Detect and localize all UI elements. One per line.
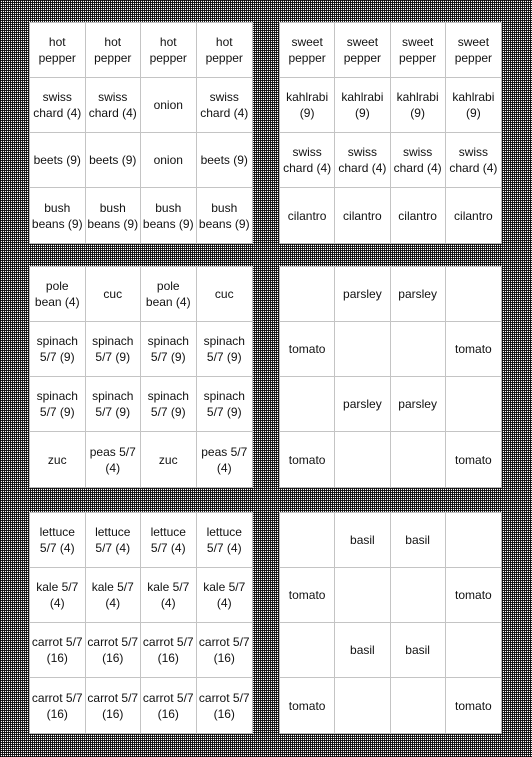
bed-cell bbox=[446, 623, 501, 678]
bed-cell: spinach 5/7 (9) bbox=[30, 377, 86, 432]
bed-cell: spinach 5/7 (9) bbox=[141, 377, 197, 432]
bed-cell: sweet pepper bbox=[280, 23, 335, 78]
bed-cell: lettuce 5/7 (4) bbox=[86, 513, 142, 568]
bed-cell: tomato bbox=[280, 568, 335, 623]
bed-cell: kale 5/7 (4) bbox=[197, 568, 253, 623]
bed-cell: parsley bbox=[391, 267, 446, 322]
bed-cell: cilantro bbox=[454, 208, 493, 223]
garden-bed-2 bbox=[279, 22, 502, 244]
bed-cell: spinach 5/7 (9) bbox=[141, 322, 197, 377]
bed-cell bbox=[335, 322, 390, 377]
bed-cell: tomato bbox=[280, 322, 335, 377]
bed-cell: bush beans (9) bbox=[141, 188, 197, 243]
bed-cell: hot pepper bbox=[197, 23, 253, 78]
bed-cell: spinach 5/7 (9) bbox=[197, 322, 253, 377]
garden-bed-3 bbox=[29, 266, 253, 488]
bed-cell: cilantro bbox=[391, 188, 446, 243]
bed-cell: sweet pepper bbox=[446, 23, 501, 78]
bed-cell bbox=[335, 678, 390, 733]
bed-cell: carrot 5/7 (16) bbox=[30, 623, 86, 678]
bed-cell: tomato bbox=[446, 568, 501, 623]
bed-cell: onion bbox=[141, 133, 197, 188]
bed-cell: hot pepper bbox=[141, 23, 197, 78]
bed-cell: cuc bbox=[197, 267, 253, 322]
bed-cell: basil bbox=[335, 513, 390, 568]
bed-cell: zuc bbox=[30, 432, 86, 487]
bed-cell: peas 5/7 (4) bbox=[86, 432, 142, 487]
bed-cell bbox=[446, 377, 501, 432]
bed-cell: bush beans (9) bbox=[198, 200, 250, 231]
bed-cell: basil bbox=[391, 623, 446, 678]
garden-bed-6 bbox=[279, 512, 502, 734]
bed-cell: spinach 5/7 (9) bbox=[197, 377, 253, 432]
garden-bed-4 bbox=[279, 266, 502, 488]
bed-cell: tomato bbox=[280, 678, 335, 733]
bed-cell: swiss chard (4) bbox=[446, 133, 501, 188]
bed-cell bbox=[280, 513, 335, 568]
bed-cell: swiss chard (4) bbox=[280, 133, 335, 188]
bed-cell bbox=[280, 377, 335, 432]
bed-cell: parsley bbox=[391, 377, 446, 432]
bed-cell: cilantro bbox=[280, 188, 335, 243]
bed-cell: swiss chard (4) bbox=[335, 133, 390, 188]
bed-cell bbox=[391, 432, 446, 487]
bed-cell: carrot 5/7 (16) bbox=[141, 623, 197, 678]
bed-cell: swiss chard (4) bbox=[391, 133, 446, 188]
bed-cell: tomato bbox=[455, 452, 492, 467]
bed-cell: hot pepper bbox=[30, 23, 86, 78]
bed-cell: carrot 5/7 (16) bbox=[198, 690, 250, 721]
bed-cell bbox=[391, 322, 446, 377]
bed-cell: kahlrabi (9) bbox=[391, 78, 446, 133]
bed-cell: basil bbox=[335, 623, 390, 678]
bed-cell: sweet pepper bbox=[335, 23, 390, 78]
bed-cell: beets (9) bbox=[197, 133, 253, 188]
bed-cell: beets (9) bbox=[86, 133, 142, 188]
bed-cell: carrot 5/7 (16) bbox=[197, 623, 253, 678]
bed-cell: sweet pepper bbox=[391, 23, 446, 78]
bed-cell bbox=[280, 267, 335, 322]
bed-cell: hot pepper bbox=[86, 23, 142, 78]
bed-cell: kale 5/7 (4) bbox=[86, 568, 142, 623]
bed-cell: beets (9) bbox=[30, 133, 86, 188]
bed-cell: cilantro bbox=[335, 188, 390, 243]
bed-cell: spinach 5/7 (9) bbox=[86, 322, 142, 377]
bed-cell: kale 5/7 (4) bbox=[141, 568, 197, 623]
bed-cell: parsley bbox=[335, 377, 390, 432]
bed-cell: tomato bbox=[280, 432, 335, 487]
bed-cell bbox=[335, 568, 390, 623]
bed-cell: basil bbox=[391, 513, 446, 568]
bed-cell: spinach 5/7 (9) bbox=[86, 377, 142, 432]
bed-cell bbox=[280, 623, 335, 678]
bed-cell: swiss chard (4) bbox=[30, 78, 86, 133]
bed-cell bbox=[391, 678, 446, 733]
bed-cell: carrot 5/7 (16) bbox=[30, 678, 86, 733]
bed-cell: swiss chard (4) bbox=[197, 78, 253, 133]
bed-cell bbox=[391, 568, 446, 623]
bed-cell: carrot 5/7 (16) bbox=[86, 623, 142, 678]
bed-cell: lettuce 5/7 (4) bbox=[197, 513, 253, 568]
bed-cell bbox=[335, 432, 390, 487]
bed-cell: cuc bbox=[86, 267, 142, 322]
bed-cell: zuc bbox=[141, 432, 197, 487]
bed-cell: kale 5/7 (4) bbox=[30, 568, 86, 623]
bed-cell bbox=[446, 267, 501, 322]
bed-cell: parsley bbox=[335, 267, 390, 322]
bed-cell: carrot 5/7 (16) bbox=[86, 678, 142, 733]
bed-cell: lettuce 5/7 (4) bbox=[30, 513, 86, 568]
bed-cell: kahlrabi (9) bbox=[280, 78, 335, 133]
bed-cell: lettuce 5/7 (4) bbox=[141, 513, 197, 568]
bed-cell: peas 5/7 (4) bbox=[201, 444, 248, 475]
garden-bed-1 bbox=[29, 22, 253, 244]
bed-cell: tomato bbox=[455, 698, 492, 713]
bed-cell: bush beans (9) bbox=[86, 188, 142, 243]
bed-cell: spinach 5/7 (9) bbox=[30, 322, 86, 377]
bed-cell bbox=[446, 513, 501, 568]
bed-cell: kahlrabi (9) bbox=[446, 78, 501, 133]
bed-cell: pole bean (4) bbox=[30, 267, 86, 322]
garden-bed-5 bbox=[29, 512, 253, 734]
bed-cell: swiss chard (4) bbox=[86, 78, 142, 133]
bed-cell: kahlrabi (9) bbox=[335, 78, 390, 133]
bed-cell: carrot 5/7 (16) bbox=[141, 678, 197, 733]
bed-cell: tomato bbox=[446, 322, 501, 377]
bed-cell: onion bbox=[141, 78, 197, 133]
bed-cell: bush beans (9) bbox=[30, 188, 86, 243]
bed-cell: pole bean (4) bbox=[141, 267, 197, 322]
